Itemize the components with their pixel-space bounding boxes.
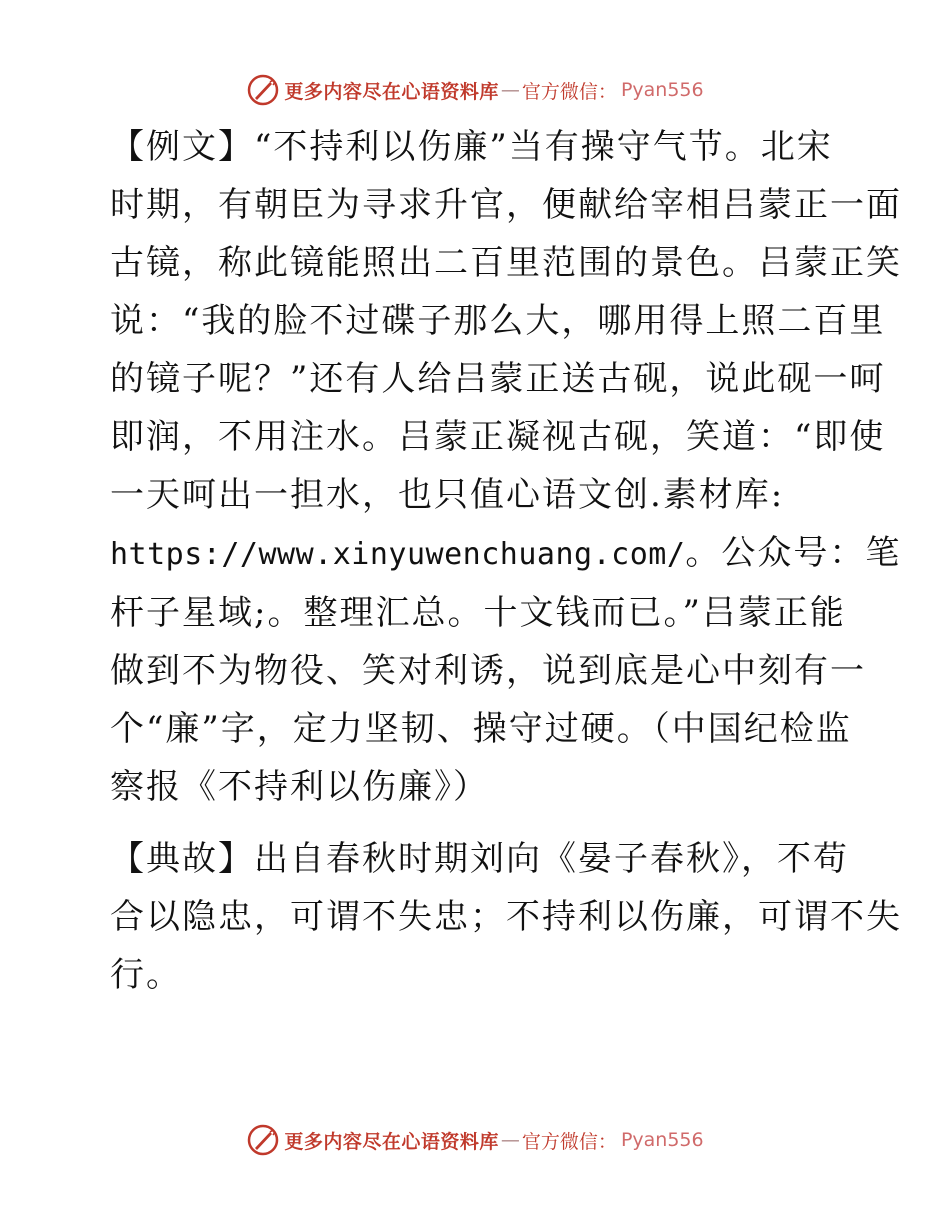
paragraph-line: 做到不为物役、笑对利诱，说到底是心中刻有一 bbox=[110, 651, 866, 691]
quill-logo-icon bbox=[246, 1123, 280, 1157]
banner-main-text: 更多内容尽在心语资料库 bbox=[284, 1130, 499, 1153]
allusion-tag: 【典故】 bbox=[110, 839, 254, 879]
paragraph-line: 一天呵出一担水，也只值心语文创.素材库: bbox=[110, 475, 785, 515]
paragraph-line: 的镜子呢？”还有人给吕蒙正送古砚，说此砚一呵 bbox=[110, 359, 886, 399]
quill-logo-icon bbox=[246, 73, 280, 107]
paragraph-line: 察报《不持利以伤廉》） bbox=[110, 767, 489, 807]
example-paragraph bbox=[98, 118, 902, 816]
paragraph-line: 古镜，称此镜能照出二百里范围的景色。吕蒙正笑 bbox=[110, 243, 902, 283]
website-url: https://www.xinyuwenchuang.com/ bbox=[110, 537, 686, 572]
paragraph-line bbox=[98, 118, 854, 176]
paragraph-line: 合以隐忠，可谓不失忠；不持利以伤廉，可谓不失 bbox=[110, 897, 902, 937]
banner-main-text: 更多内容尽在心语资料库 bbox=[284, 80, 499, 103]
allusion-paragraph bbox=[98, 830, 902, 1004]
paragraph-line bbox=[98, 524, 902, 584]
banner-colon: ： bbox=[597, 80, 617, 103]
example-line-text: “不持利以伤廉”当有操守气节。北宋 bbox=[254, 127, 833, 167]
banner-wechat-id: Pyan556 bbox=[620, 1129, 704, 1151]
banner-separator: — bbox=[500, 79, 520, 101]
banner-wechat-id: Pyan556 bbox=[620, 79, 704, 101]
banner-separator: — bbox=[500, 1129, 520, 1151]
paragraph-line: 时期，有朝臣为寻求升官，便献给宰相吕蒙正一面 bbox=[110, 185, 902, 225]
example-tag: 【例文】 bbox=[110, 127, 254, 167]
paragraph-line: 行。 bbox=[110, 955, 182, 995]
banner-wechat-label: 官方微信 bbox=[521, 1130, 598, 1153]
footer-banner bbox=[0, 1120, 950, 1160]
banner-wechat-label: 官方微信 bbox=[521, 80, 598, 103]
example-line-text: 。公众号：笔 bbox=[685, 533, 902, 573]
paragraph-line: 说：“我的脸不过碟子那么大，哪用得上照二百里 bbox=[110, 301, 886, 341]
document-body bbox=[98, 118, 902, 1004]
allusion-line-text: 出自春秋时期刘向《晏子春秋》，不苟 bbox=[254, 839, 849, 879]
paragraph-line bbox=[98, 830, 854, 888]
banner-colon: ： bbox=[597, 1130, 617, 1153]
paragraph-line: 杆子星域;。整理汇总。十文钱而已。”吕蒙正能 bbox=[110, 593, 846, 633]
paragraph-line: 即润，不用注水。吕蒙正凝视古砚，笑道：“即使 bbox=[110, 417, 886, 457]
paragraph-line: 个“廉”字，定力坚韧、操守过硬。（中国纪检监 bbox=[110, 709, 852, 749]
header-banner bbox=[0, 70, 950, 110]
